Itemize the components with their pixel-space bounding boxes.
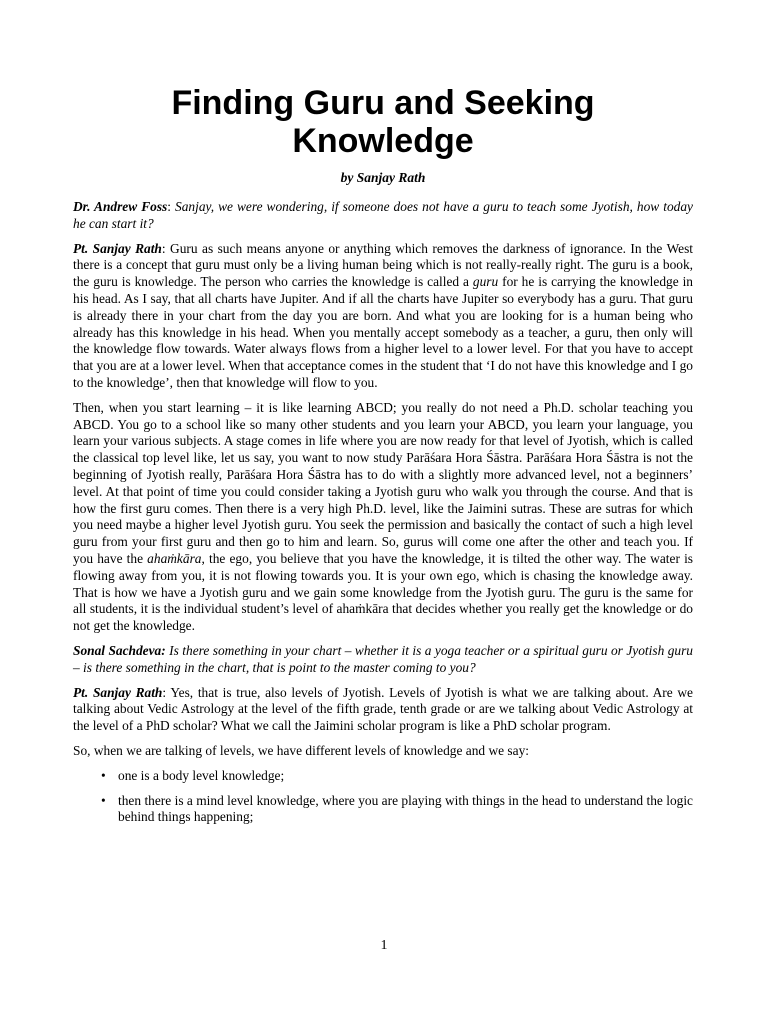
- speaker-name: Pt. Sanjay Rath: [73, 684, 163, 700]
- bullet-icon: •: [101, 792, 106, 808]
- emphasis-term: ahaṁkāra: [147, 550, 202, 566]
- answer-text-start: Then, when you start learning – it is like learning ABCD; you really do not need a Ph.D. scholar teaching you ABCD. You go to a school like so many other students and you learn your ABCD, you learn your language, you learn your various subjects. A stage comes in life where you are now ready for that level of Jyotish, which is called the classical top level like, let us say, you want to now study Parāśara Hora Śāstra. Parāśara Hora Śāstra is not the beginning of Jyotish really, Parāśara Hora Śāstra has to do with a slightly more advanced level, not a beginners’ level. At that point of time you could consider taking a Jyotish guru who walk you through the course. And that is how the first guru comes. Then there is a very high Ph.D. level, like the Jaimini sutras. These are sutras for which you need maybe a higher level Jyotish guru. You seek the permission and basically the contact of such a high level guru from your first guru and then go to him and learn. So, gurus will come one after the other and teach you. If you have the: [73, 399, 693, 566]
- answer-text-end: for he is carrying the knowledge in his head. As I say, that all charts have Jupiter. And if all the charts have Jupiter so everybody has a guru. That guru is already there in your chart from the day you are born. And what you are looking for is a human being who already has this knowledge in his head. When you mentally accept somebody as a teacher, a guru, then only will the knowledge flow towards. Water always flows from a higher level to a lower level. For that you have to accept that you are at a lower level. When that acceptance comes in the student that ‘I do not have this knowledge and I go to the knowledge’, then that knowledge will flow to you.: [73, 274, 693, 390]
- speaker-separator: :: [161, 240, 171, 256]
- speaker-name: Sonal Sachdeva:: [73, 642, 166, 658]
- document-page: [73, 84, 693, 834]
- paragraph-question-sachdeva: [73, 643, 693, 677]
- author-byline: by Sanjay Rath: [340, 170, 426, 185]
- speaker-name: Pt. Sanjay Rath: [73, 240, 162, 256]
- page-number: 1: [380, 938, 388, 953]
- list-item-text: one is a body level knowledge;: [118, 767, 285, 783]
- speaker-separator: :: [162, 684, 171, 700]
- list-item: [101, 767, 693, 785]
- answer-text: Yes, that is true, also levels of Jyotish. Levels of Jyotish is what we are talking about. Are we talking about Vedic Astrology at the level of the fifth grade, tenth grade or are we talking about Vedic Astrology at the level of a PhD scholar? What we call the Jaimini scholar program is like a PhD scholar program.: [73, 684, 693, 734]
- paragraph-answer-rath-3: [73, 685, 693, 735]
- paragraph-answer-rath-1: [73, 241, 693, 392]
- levels-intro-text: So, when we are talking of levels, we have different levels of knowledge and we say:: [73, 742, 530, 758]
- document-title: Finding Guru and Seeking Knowledge: [171, 84, 595, 160]
- answer-text-end: , the ego, you believe that you have the knowledge, it is tilted the other way. The water is flowing away from you, it is not flowing towards you. It is your own ego, which is chasing the knowledge away. That is how we have a Jyotish guru and we gain some knowledge from the Jyotish guru. The guru is the same for all students, it is the individual student’s level of ahaṁkāra that decides whether you really get the knowledge or do not get the knowledge.: [73, 550, 694, 634]
- question-text: Sanjay, we were wondering, if someone does not have a guru to teach some Jyotish, how today he can start it?: [73, 199, 694, 231]
- emphasis-term: guru: [472, 274, 499, 290]
- speaker-name: Dr. Andrew Foss: [73, 199, 168, 214]
- paragraph-question-foss: [73, 199, 693, 233]
- question-text: Is there something in your chart – whether it is a yoga teacher or a spiritual guru or Jyotish guru – is there something in the chart, that is point to the master coming to you?: [73, 642, 693, 675]
- answer-text-start: Guru as such means anyone or anything which removes the darkness of ignorance. In the West there is a concept that guru must only be a living human being which is not really-really right. The guru is a book, the guru is knowledge. The person who carries the knowledge is called a: [73, 240, 694, 290]
- list-item-text: then there is a mind level knowledge, where you are playing with things in the head to understand the logic behind things happening;: [118, 792, 693, 825]
- paragraph-levels-intro: [73, 743, 693, 760]
- bullet-icon: •: [101, 767, 106, 783]
- list-item: [101, 792, 693, 827]
- speaker-separator: :: [167, 199, 176, 214]
- levels-list: [73, 768, 693, 826]
- paragraph-answer-rath-2: [73, 400, 693, 635]
